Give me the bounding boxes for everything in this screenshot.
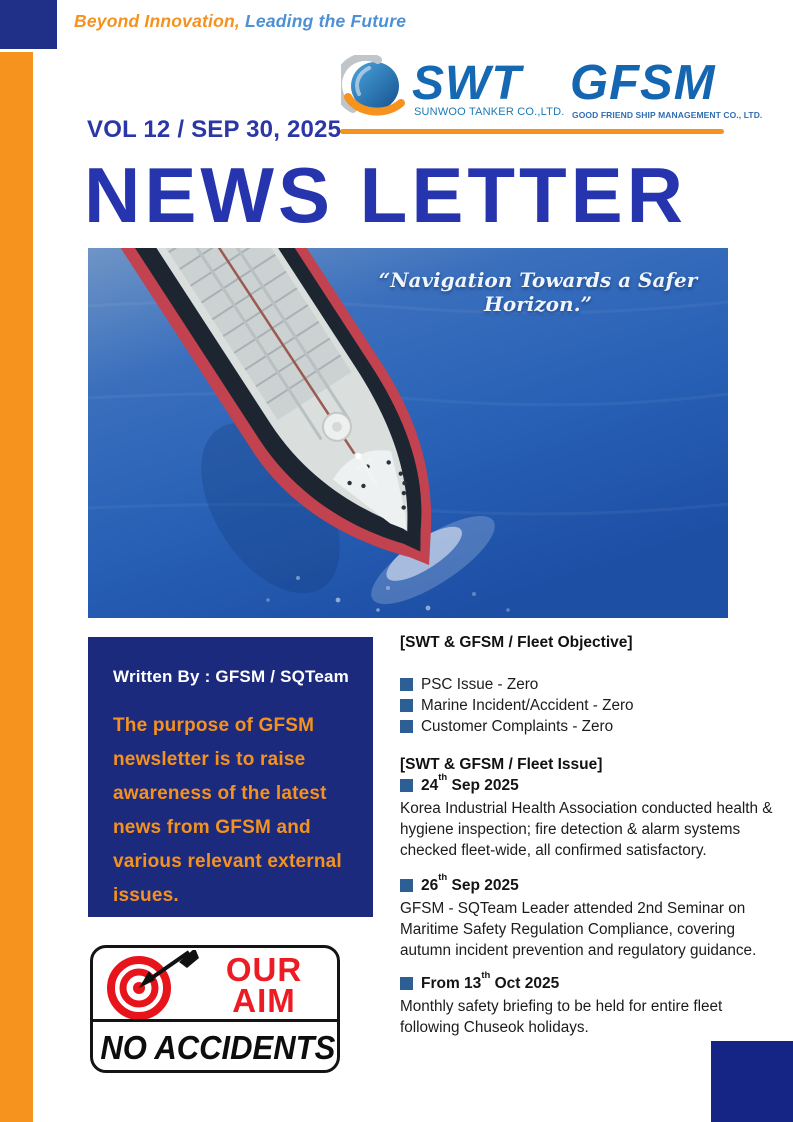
gfsm-logo-subtitle: GOOD FRIEND SHIP MANAGEMENT CO., LTD. (572, 110, 763, 120)
written-by-label: Written By : GFSM / SQTeam (113, 667, 349, 686)
fleet-objective-list (400, 674, 778, 737)
square-bullet-icon (400, 699, 413, 712)
volume-date-line: VOL 12 / SEP 30, 2025 (87, 116, 342, 143)
square-bullet-icon (400, 720, 413, 733)
entry-body-text: Monthly safety briefing to be held for entire fleet following Chuseok holidays. (400, 998, 723, 1036)
square-bullet-icon (400, 977, 413, 990)
list-item (400, 674, 778, 695)
tagline-part1: Beyond Innovation, (74, 11, 240, 31)
newsletter-purpose-text: The purpose of GFSM newsletter is to raise awareness of the latest news from GFSM and various relevant external issues. (113, 715, 342, 906)
our-aim-badge (90, 945, 340, 1073)
target-dart-icon (97, 950, 201, 1025)
list-item (400, 695, 778, 716)
entry-date-line (400, 771, 778, 796)
objective-text: PSC Issue - Zero (421, 676, 539, 693)
our-aim-text (199, 951, 329, 1019)
fleet-issue-entry (400, 771, 778, 861)
entry-date-line (400, 871, 778, 896)
swt-logo-subtitle: SUNWOO TANKER CO.,LTD. (414, 106, 565, 118)
entry-date-line (400, 969, 778, 994)
fleet-issue-entry (400, 969, 778, 1038)
aim-line1: OUR (225, 951, 303, 988)
list-item (400, 716, 778, 737)
objective-text: Customer Complaints - Zero (421, 718, 614, 735)
objective-text: Marine Incident/Accident - Zero (421, 697, 634, 714)
badge-divider (93, 1019, 337, 1022)
swt-logo-text: SWT (412, 57, 522, 110)
hero-quote: “Navigation Towards a Safer Horizon.” (378, 268, 698, 316)
bottom-accent-square (711, 1041, 793, 1122)
entry-date-text: From 13th Oct 2025 (421, 969, 560, 992)
fleet-issue-entry (400, 871, 778, 961)
fleet-objective-heading: [SWT & GFSM / Fleet Objective] (400, 634, 633, 651)
globe-icon (341, 55, 407, 130)
aim-line2: AIM (232, 982, 296, 1019)
logo-underline-rule (340, 129, 724, 134)
square-bullet-icon (400, 779, 413, 792)
tagline-part2: Leading the Future (239, 11, 407, 31)
company-tagline (74, 11, 406, 32)
entry-body-text: GFSM - SQTeam Leader attended 2nd Seminar on Maritime Safety Regulation Compliance, covering autumn incident prevention and regulatory guidance. (400, 900, 757, 959)
corner-accent-square (0, 0, 57, 49)
square-bullet-icon (400, 879, 413, 892)
written-by-box (88, 637, 373, 917)
entry-date-text: 26th Sep 2025 (421, 871, 519, 894)
entry-body-text: Korea Industrial Health Association conducted health & hygiene inspection; fire detection & alarm systems checked fleet-wide, all confirmed satisfactory. (400, 800, 773, 859)
square-bullet-icon (400, 678, 413, 691)
left-accent-bar (0, 52, 33, 1122)
no-accidents-slogan: NO ACCIDENTS (100, 1029, 336, 1066)
page-title: NEWS LETTER (84, 151, 687, 239)
hero-ship-image (88, 248, 728, 618)
fleet-issue-heading: [SWT & GFSM / Fleet Issue] (400, 756, 603, 773)
entry-date-text: 24th Sep 2025 (421, 771, 519, 794)
gfsm-logo-text: GFSM (570, 56, 716, 110)
